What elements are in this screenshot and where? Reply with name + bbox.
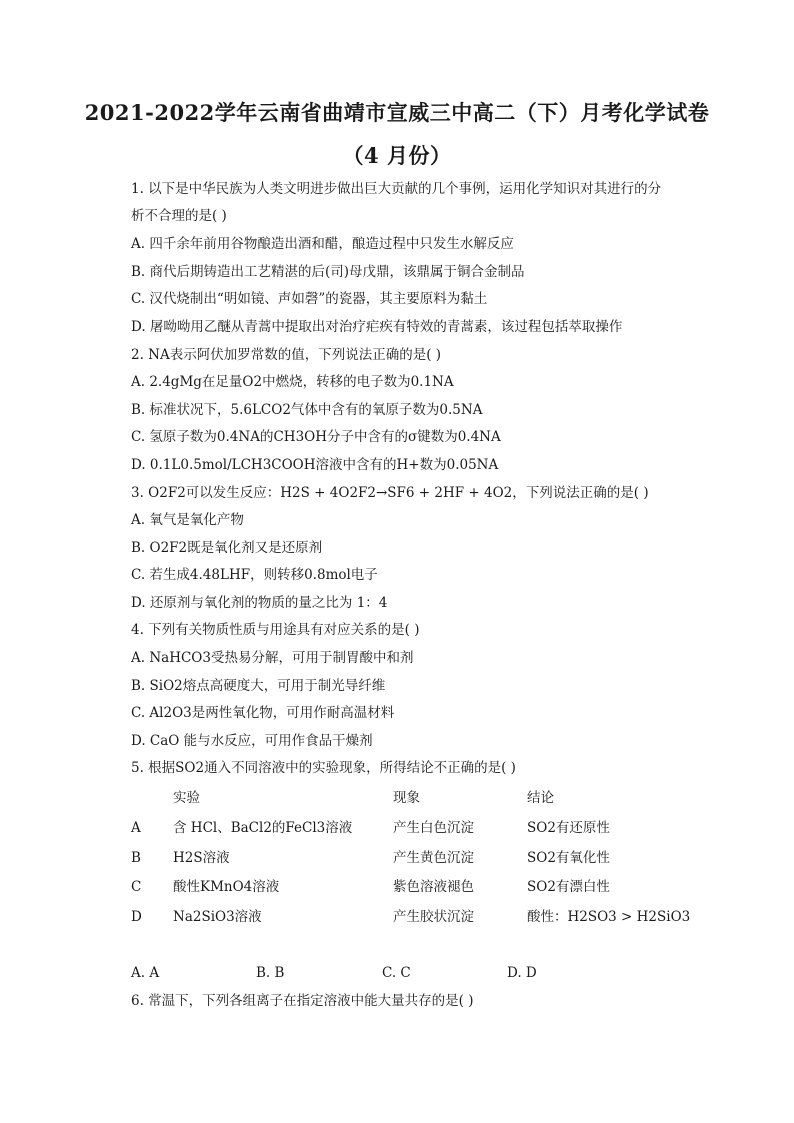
- q5-option-b: B. B: [256, 965, 285, 981]
- q5-row-a-phenomenon: 产生白色沉淀: [393, 820, 474, 836]
- q5-row-d-label: D: [131, 909, 142, 925]
- q1-option-c: C. 汉代烧制出“明如镜、声如磬”的瓷器，其主要原料为黏土: [131, 291, 488, 307]
- q3-option-b: B. O2F2既是氧化剂又是还原剂: [131, 540, 323, 556]
- q2-option-d: D. 0.1L0.5mol/LCH3COOH溶液中含有的H+数为0.05NA: [131, 457, 499, 473]
- q1-option-a: A. 四千余年前用谷物酿造出酒和醋，酿造过程中只发生水解反应: [131, 236, 514, 252]
- q3-option-c: C. 若生成4.48LHF，则转移0.8mol电子: [131, 567, 378, 583]
- q1-option-d: D. 屠呦呦用乙醚从青蒿中提取出对治疗疟疾有特效的青蒿素，该过程包括萃取操作: [131, 319, 623, 335]
- q4-option-c: C. Al2O3是两性氧化物，可用作耐高温材料: [131, 705, 395, 721]
- q5-row-c-phenomenon: 紫色溶液褪色: [393, 879, 474, 895]
- q1-option-b: B. 商代后期铸造出工艺精湛的后(司)母戊鼎，该鼎属于铜合金制品: [131, 264, 525, 280]
- q5-stem: 5. 根据SO2通入不同溶液中的实验现象，所得结论不正确的是( ): [131, 760, 516, 776]
- q4-option-b: B. SiO2熔点高硬度大，可用于制光导纤维: [131, 678, 386, 694]
- q4-option-a: A. NaHCO3受热易分解，可用于制胃酸中和剂: [131, 650, 414, 666]
- q2-option-b: B. 标准状况下，5.6LCO2气体中含有的氧原子数为0.5NA: [131, 402, 483, 418]
- q3-stem: 3. O2F2可以发生反应：H2S + 4O2F2→SF6 + 2HF + 4O2，下列说法正确的是( ): [131, 485, 649, 501]
- q5-header-phenomenon: 现象: [393, 790, 420, 806]
- q5-row-b-experiment: H2S溶液: [173, 850, 230, 866]
- q5-option-c: C. C: [382, 965, 411, 981]
- q1-stem-line1: 1. 以下是中华民族为人类文明进步做出巨大贡献的几个事例，运用化学知识对其进行的分: [131, 181, 662, 197]
- q4-option-d: D. CaO 能与水反应，可用作食品干燥剂: [131, 733, 373, 749]
- q3-option-a: A. 氧气是氧化产物: [131, 512, 244, 528]
- q3-option-d: D. 还原剂与氧化剂的物质的量之比为 1：4: [131, 595, 388, 611]
- exam-title: 2021-2022学年云南省曲靖市宣威三中高二（下）月考化学试卷: [84, 100, 710, 125]
- q2-option-c: C. 氢原子数为0.4NA的CH3OH分子中含有的σ键数为0.4NA: [131, 429, 501, 445]
- q5-row-b-phenomenon: 产生黄色沉淀: [393, 850, 474, 866]
- q5-row-d-conclusion: 酸性：H2SO3 > H2SiO3: [527, 909, 691, 925]
- q5-row-a-experiment: 含 HCl、BaCl2的FeCl3溶液: [173, 820, 353, 836]
- exam-subtitle: （4 月份）: [342, 143, 452, 168]
- q6-stem: 6. 常温下，下列各组离子在指定溶液中能大量共存的是( ): [131, 993, 474, 1009]
- q1-stem-line2: 析不合理的是( ): [131, 208, 227, 224]
- q5-row-c-conclusion: SO2有漂白性: [527, 879, 610, 895]
- q5-option-d: D. D: [507, 965, 537, 981]
- q5-row-b-conclusion: SO2有氧化性: [527, 850, 610, 866]
- q5-row-a-conclusion: SO2有还原性: [527, 820, 610, 836]
- q5-row-d-experiment: Na2SiO3溶液: [173, 909, 262, 925]
- q5-row-c-label: C: [131, 879, 142, 895]
- q4-stem: 4. 下列有关物质性质与用途具有对应关系的是( ): [131, 622, 420, 638]
- q2-option-a: A. 2.4gMg在足量O2中燃烧，转移的电子数为0.1NA: [131, 374, 454, 390]
- q5-header-conclusion: 结论: [527, 790, 554, 806]
- q5-row-c-experiment: 酸性KMnO4溶液: [173, 879, 280, 895]
- q2-stem: 2. NA表示阿伏加罗常数的值，下列说法正确的是( ): [131, 347, 442, 363]
- q5-row-b-label: B: [131, 850, 141, 866]
- q5-row-d-phenomenon: 产生胶状沉淀: [393, 909, 474, 925]
- q5-header-experiment: 实验: [173, 790, 200, 806]
- q5-row-a-label: A: [131, 820, 141, 836]
- q5-option-a: A. A: [131, 965, 160, 981]
